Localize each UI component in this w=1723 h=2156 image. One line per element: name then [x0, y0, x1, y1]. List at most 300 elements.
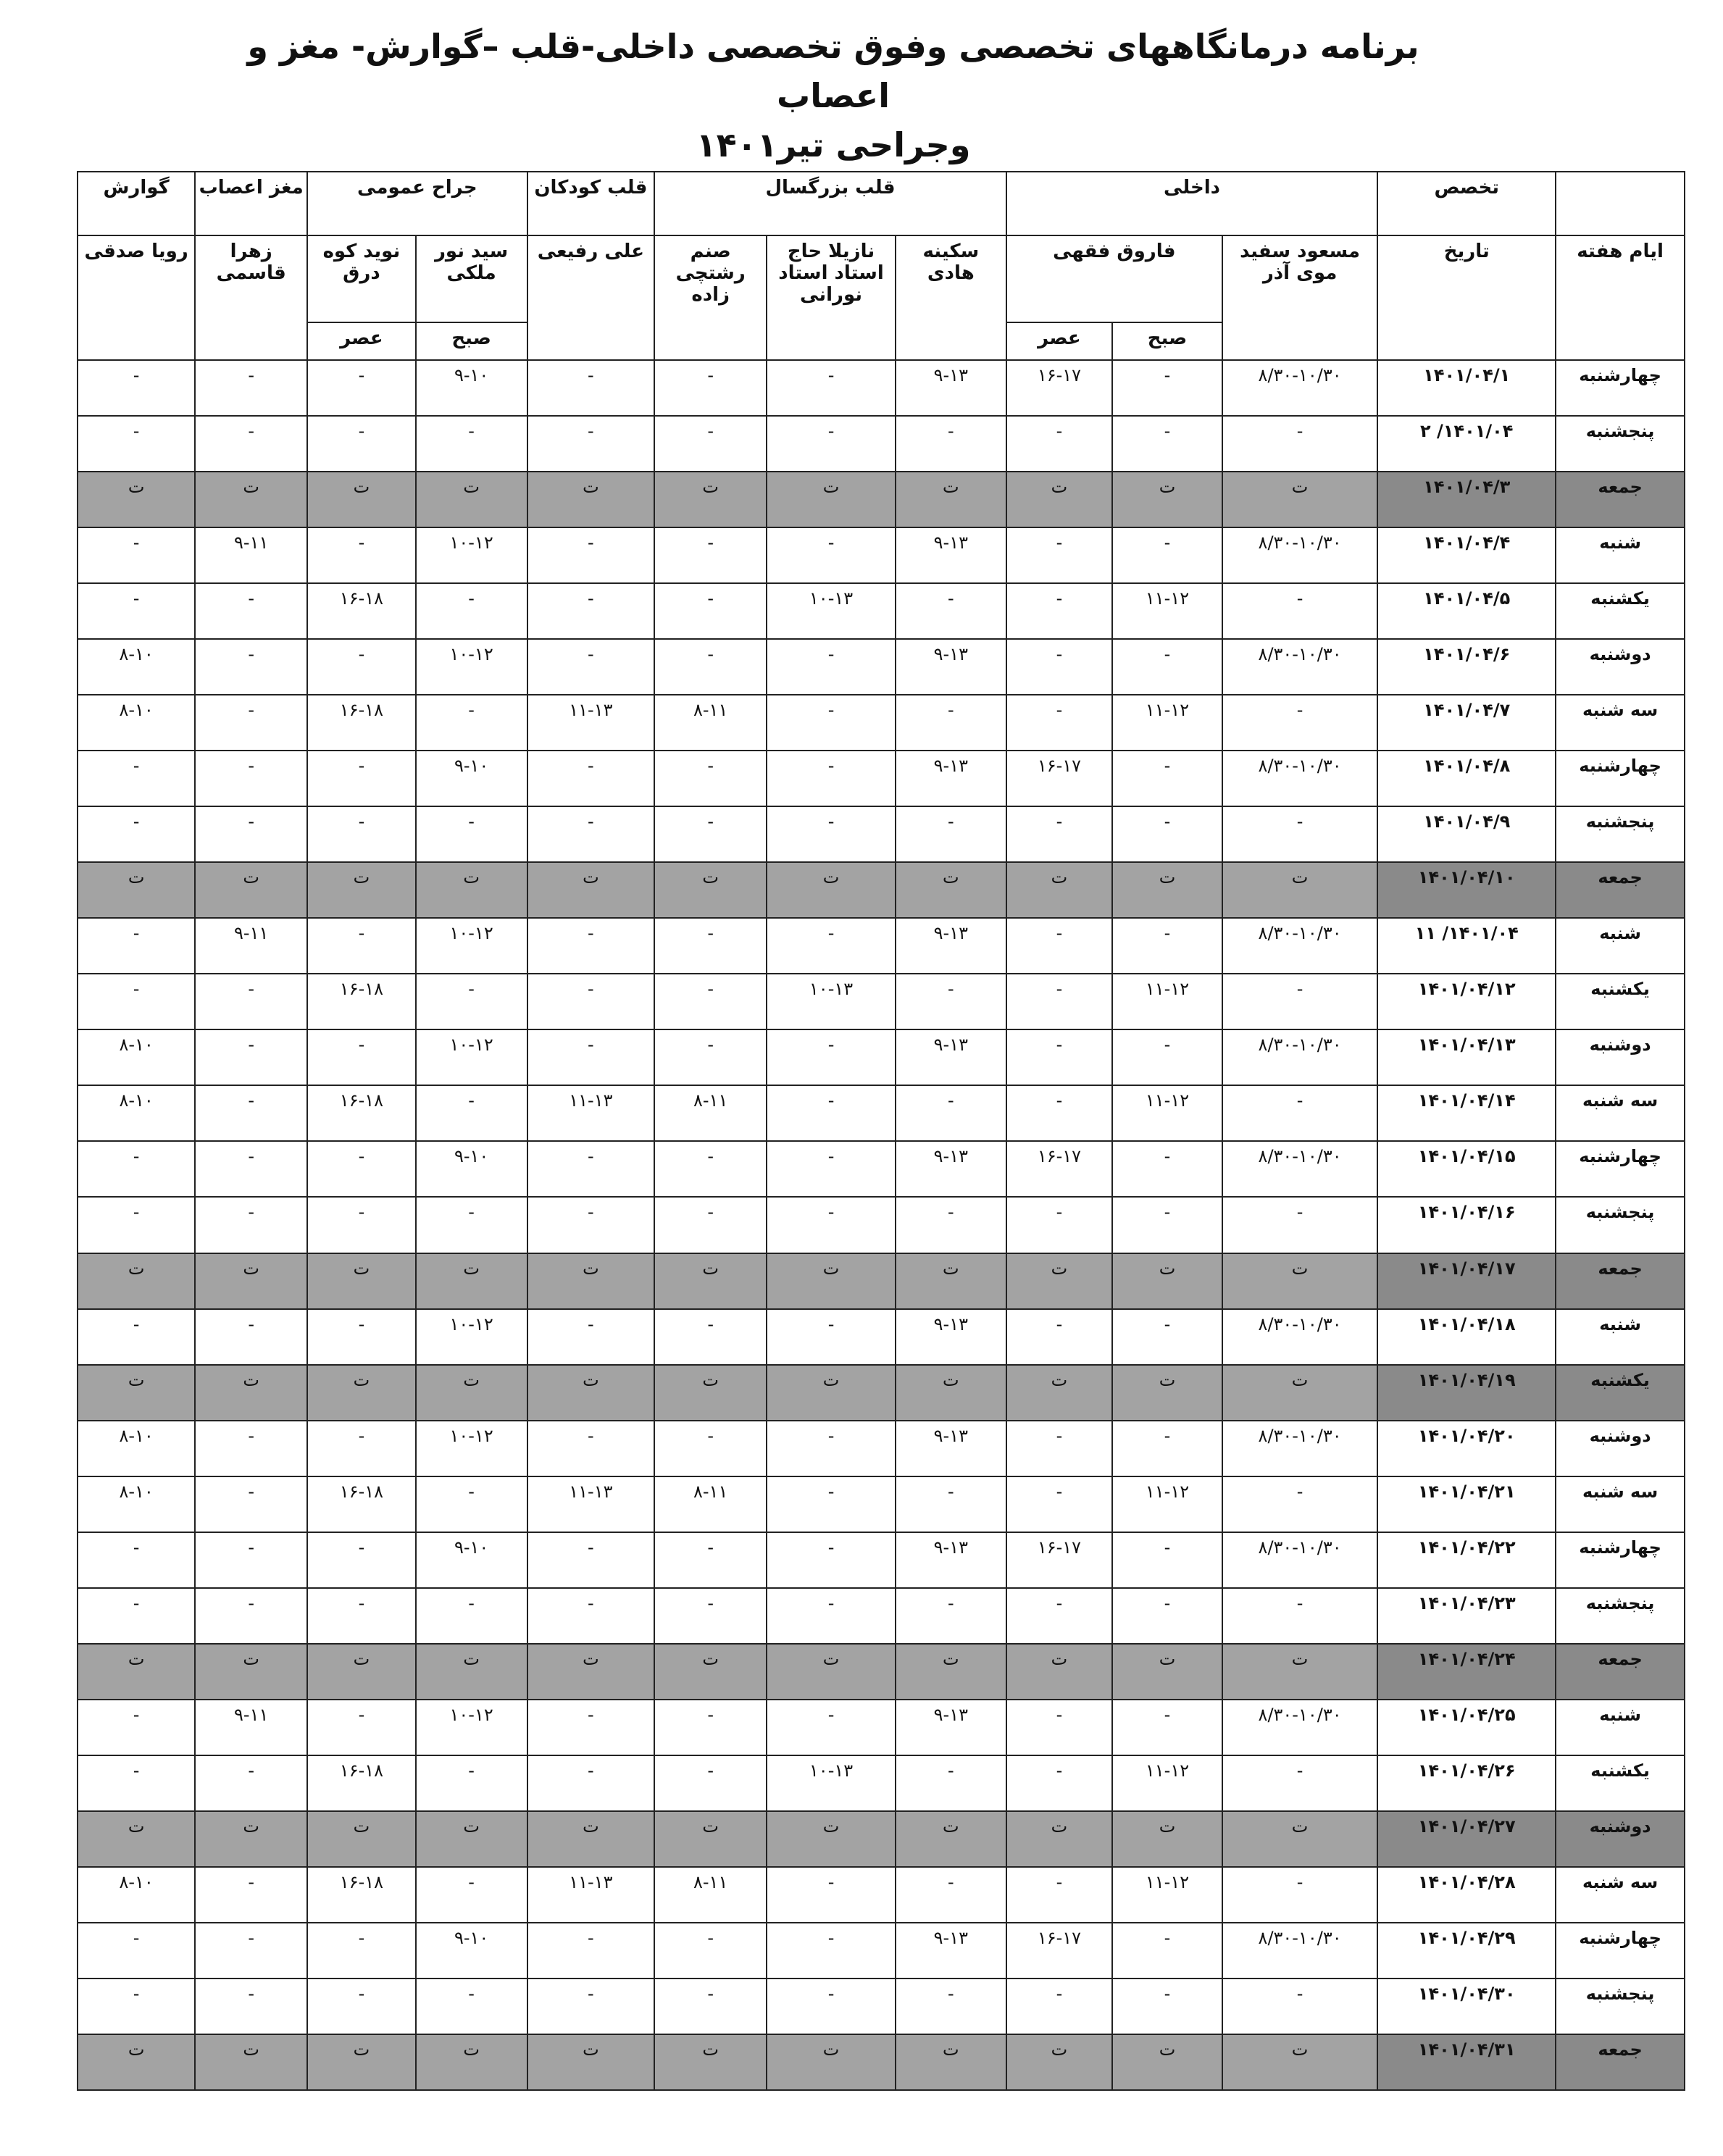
- slot-farough-morning: -: [1112, 360, 1222, 416]
- table-row: [78, 1923, 1685, 1979]
- slot-roya: -: [78, 751, 195, 806]
- slot-nazila: -: [767, 751, 896, 806]
- slot-sakineh: ۹-۱۳: [896, 918, 1006, 974]
- slot-roya: ۸-۱۰: [78, 1029, 195, 1085]
- slot-sanam: ۸-۱۱: [654, 1085, 767, 1141]
- date-cell: ۱۴۰۱/۰۴/۸: [1377, 751, 1556, 806]
- slot-masoud: ت: [1222, 1644, 1377, 1700]
- slot-zahra: ت: [195, 472, 307, 527]
- slot-seyed: -: [416, 1867, 527, 1923]
- slot-seyed: ت: [416, 1253, 527, 1309]
- slot-sakineh: ۹-۱۳: [896, 527, 1006, 583]
- slot-navid: -: [307, 1979, 416, 2034]
- slot-sakineh: ۹-۱۳: [896, 1923, 1006, 1979]
- date-cell: ۱۴۰۱/۰۴/۵: [1377, 583, 1556, 639]
- slot-nazila: -: [767, 918, 896, 974]
- slot-farough-evening: ۱۶-۱۷: [1006, 1923, 1112, 1979]
- slot-masoud: ت: [1222, 472, 1377, 527]
- slot-masoud: -: [1222, 1755, 1377, 1811]
- slot-seyed: ۱۰-۱۲: [416, 1029, 527, 1085]
- slot-nazila: ت: [767, 862, 896, 918]
- slot-sakineh: ۹-۱۳: [896, 1141, 1006, 1197]
- date-cell: ۱۴۰۱/۰۴/۲۰: [1377, 1421, 1556, 1476]
- slot-zahra: -: [195, 1755, 307, 1811]
- slot-roya: ت: [78, 862, 195, 918]
- header-internal: داخلی: [1006, 172, 1378, 235]
- slot-farough-morning: ت: [1112, 2034, 1222, 2090]
- date-cell: ۱۴۰۱/۰۴/۱۲: [1377, 974, 1556, 1029]
- holiday-row: [78, 1253, 1685, 1309]
- holiday-row: [78, 862, 1685, 918]
- day-cell: سه شنبه: [1556, 1476, 1685, 1532]
- header-navid-evening: عصر: [307, 322, 416, 360]
- slot-seyed: -: [416, 974, 527, 1029]
- slot-ali: -: [527, 639, 655, 695]
- day-cell: چهارشنبه: [1556, 1532, 1685, 1588]
- slot-masoud: ۸/۳۰-۱۰/۳۰: [1222, 1923, 1377, 1979]
- slot-sakineh: -: [896, 695, 1006, 751]
- date-cell: ۱۴۰۱/۰۴/۲۲: [1377, 1532, 1556, 1588]
- slot-sakineh: -: [896, 1588, 1006, 1644]
- table-row: [78, 1421, 1685, 1476]
- slot-navid: -: [307, 751, 416, 806]
- slot-farough-morning: -: [1112, 639, 1222, 695]
- slot-ali: -: [527, 360, 655, 416]
- slot-farough-evening: ۱۶-۱۷: [1006, 1532, 1112, 1588]
- slot-ali: -: [527, 527, 655, 583]
- slot-farough-morning: ۱۱-۱۲: [1112, 1085, 1222, 1141]
- day-cell: چهارشنبه: [1556, 751, 1685, 806]
- slot-sakineh: ت: [896, 862, 1006, 918]
- slot-roya: ۸-۱۰: [78, 695, 195, 751]
- slot-nazila: ت: [767, 1365, 896, 1421]
- slot-zahra: -: [195, 1867, 307, 1923]
- slot-nazila: -: [767, 806, 896, 862]
- slot-sakineh: -: [896, 1085, 1006, 1141]
- slot-farough-evening: -: [1006, 583, 1112, 639]
- day-cell: جمعه: [1556, 2034, 1685, 2090]
- date-cell: ۱۴۰۱/۰۴/۳۱: [1377, 2034, 1556, 2090]
- slot-sakineh: -: [896, 583, 1006, 639]
- slot-zahra: -: [195, 974, 307, 1029]
- slot-roya: -: [78, 918, 195, 974]
- slot-ali: -: [527, 806, 655, 862]
- slot-ali: -: [527, 918, 655, 974]
- slot-farough-evening: -: [1006, 918, 1112, 974]
- slot-roya: -: [78, 1923, 195, 1979]
- day-cell: پنجشنبه: [1556, 1979, 1685, 2034]
- date-cell: ۱۴۰۱/۰۴/۱۷: [1377, 1253, 1556, 1309]
- slot-ali: -: [527, 1700, 655, 1755]
- slot-sanam: -: [654, 527, 767, 583]
- slot-zahra: -: [195, 695, 307, 751]
- schedule-body: [78, 360, 1685, 2090]
- slot-sakineh: ت: [896, 472, 1006, 527]
- slot-nazila: -: [767, 639, 896, 695]
- slot-roya: ت: [78, 1644, 195, 1700]
- date-cell: ۱۴۰۱/۰۴/ ۱۱: [1377, 918, 1556, 974]
- slot-zahra: ت: [195, 862, 307, 918]
- slot-seyed: ۹-۱۰: [416, 1532, 527, 1588]
- slot-seyed: ۱۰-۱۲: [416, 1309, 527, 1365]
- slot-navid: -: [307, 1923, 416, 1979]
- slot-sakineh: ۹-۱۳: [896, 1029, 1006, 1085]
- day-cell: جمعه: [1556, 862, 1685, 918]
- slot-sanam: -: [654, 1197, 767, 1253]
- slot-nazila: ت: [767, 2034, 896, 2090]
- slot-sanam: -: [654, 918, 767, 974]
- date-cell: ۱۴۰۱/۰۴/۱۸: [1377, 1309, 1556, 1365]
- slot-masoud: -: [1222, 583, 1377, 639]
- table-row: [78, 1532, 1685, 1588]
- slot-seyed: ۱۰-۱۲: [416, 527, 527, 583]
- slot-seyed: ت: [416, 472, 527, 527]
- slot-farough-evening: -: [1006, 1421, 1112, 1476]
- table-row: [78, 806, 1685, 862]
- slot-sanam: ت: [654, 1644, 767, 1700]
- slot-zahra: -: [195, 639, 307, 695]
- slot-masoud: ۸/۳۰-۱۰/۳۰: [1222, 639, 1377, 695]
- slot-roya: ۸-۱۰: [78, 1421, 195, 1476]
- slot-zahra: ت: [195, 2034, 307, 2090]
- title-line-1: برنامه درمانگاههای تخصصی وفوق تخصصی داخلی-قلب –گوارش- مغز و اعصاب: [247, 27, 1419, 115]
- slot-masoud: ۸/۳۰-۱۰/۳۰: [1222, 918, 1377, 974]
- slot-zahra: ۹-۱۱: [195, 1700, 307, 1755]
- table-row: [78, 416, 1685, 472]
- slot-seyed: ت: [416, 2034, 527, 2090]
- slot-ali: ۱۱-۱۳: [527, 1867, 655, 1923]
- slot-ali: -: [527, 1755, 655, 1811]
- slot-seyed: -: [416, 1979, 527, 2034]
- slot-zahra: -: [195, 1085, 307, 1141]
- table-row: [78, 751, 1685, 806]
- slot-navid: -: [307, 416, 416, 472]
- slot-roya: ت: [78, 1253, 195, 1309]
- slot-nazila: -: [767, 1421, 896, 1476]
- slot-seyed: ۹-۱۰: [416, 1141, 527, 1197]
- day-cell: پنجشنبه: [1556, 806, 1685, 862]
- slot-farough-evening: ۱۶-۱۷: [1006, 1141, 1112, 1197]
- slot-farough-morning: -: [1112, 751, 1222, 806]
- day-cell: پنجشنبه: [1556, 416, 1685, 472]
- slot-navid: ۱۶-۱۸: [307, 1476, 416, 1532]
- slot-navid: ت: [307, 1365, 416, 1421]
- slot-ali: -: [527, 1197, 655, 1253]
- slot-sakineh: ۹-۱۳: [896, 751, 1006, 806]
- slot-nazila: ت: [767, 1811, 896, 1867]
- date-cell: ۱۴۰۱/۰۴/۲۳: [1377, 1588, 1556, 1644]
- slot-zahra: -: [195, 806, 307, 862]
- table-row: [78, 1867, 1685, 1923]
- slot-seyed: -: [416, 1476, 527, 1532]
- slot-nazila: -: [767, 1197, 896, 1253]
- table-row: [78, 1755, 1685, 1811]
- slot-farough-evening: -: [1006, 1755, 1112, 1811]
- slot-masoud: ۸/۳۰-۱۰/۳۰: [1222, 1309, 1377, 1365]
- slot-masoud: -: [1222, 1867, 1377, 1923]
- slot-navid: -: [307, 1532, 416, 1588]
- date-cell: ۱۴۰۱/۰۴/۲۱: [1377, 1476, 1556, 1532]
- slot-ali: ت: [527, 862, 655, 918]
- slot-roya: ت: [78, 1811, 195, 1867]
- slot-sakineh: ۹-۱۳: [896, 639, 1006, 695]
- header-adult-heart: قلب بزرگسال: [654, 172, 1006, 235]
- date-cell: ۱۴۰۱/۰۴/۱۰: [1377, 862, 1556, 918]
- slot-farough-morning: ت: [1112, 862, 1222, 918]
- slot-masoud: ۸/۳۰-۱۰/۳۰: [1222, 1532, 1377, 1588]
- slot-navid: -: [307, 806, 416, 862]
- slot-farough-evening: -: [1006, 416, 1112, 472]
- slot-seyed: ۱۰-۱۲: [416, 1700, 527, 1755]
- slot-masoud: ۸/۳۰-۱۰/۳۰: [1222, 1141, 1377, 1197]
- header-farough-evening: عصر: [1006, 322, 1112, 360]
- slot-nazila: -: [767, 1979, 896, 2034]
- date-cell: ۱۴۰۱/۰۴/۲۶: [1377, 1755, 1556, 1811]
- slot-sakineh: -: [896, 1979, 1006, 2034]
- slot-zahra: -: [195, 1532, 307, 1588]
- slot-sanam: -: [654, 1141, 767, 1197]
- slot-sakineh: ت: [896, 1811, 1006, 1867]
- slot-farough-evening: ت: [1006, 862, 1112, 918]
- date-cell: ۱۴۰۱/۰۴/۱۶: [1377, 1197, 1556, 1253]
- slot-ali: -: [527, 1421, 655, 1476]
- slot-zahra: -: [195, 751, 307, 806]
- slot-ali: -: [527, 1309, 655, 1365]
- slot-masoud: ت: [1222, 1811, 1377, 1867]
- slot-roya: -: [78, 1979, 195, 2034]
- slot-nazila: ۱۰-۱۳: [767, 583, 896, 639]
- slot-seyed: ۹-۱۰: [416, 360, 527, 416]
- header-doctor-sakineh: سکینه هادی: [896, 235, 1006, 360]
- slot-masoud: -: [1222, 1085, 1377, 1141]
- slot-seyed: ۹-۱۰: [416, 1923, 527, 1979]
- slot-nazila: -: [767, 1532, 896, 1588]
- date-cell: ۱۴۰۱/۰۴/۳۰: [1377, 1979, 1556, 2034]
- slot-farough-evening: ۱۶-۱۷: [1006, 360, 1112, 416]
- slot-farough-morning: -: [1112, 1923, 1222, 1979]
- slot-farough-morning: -: [1112, 1309, 1222, 1365]
- slot-roya: ۸-۱۰: [78, 1476, 195, 1532]
- slot-navid: ت: [307, 472, 416, 527]
- slot-seyed: -: [416, 1755, 527, 1811]
- slot-sakineh: ت: [896, 1365, 1006, 1421]
- slot-masoud: ۸/۳۰-۱۰/۳۰: [1222, 1421, 1377, 1476]
- table-row: [78, 1141, 1685, 1197]
- slot-zahra: -: [195, 360, 307, 416]
- slot-roya: -: [78, 583, 195, 639]
- header-general-surgeon: جراح عمومی: [307, 172, 527, 235]
- table-row: [78, 1197, 1685, 1253]
- slot-farough-evening: ۱۶-۱۷: [1006, 751, 1112, 806]
- slot-sakineh: ت: [896, 1644, 1006, 1700]
- header-date: تاریخ: [1377, 235, 1556, 360]
- slot-seyed: ۱۰-۱۲: [416, 1421, 527, 1476]
- slot-zahra: -: [195, 416, 307, 472]
- slot-farough-morning: -: [1112, 1700, 1222, 1755]
- slot-ali: ت: [527, 1365, 655, 1421]
- slot-navid: -: [307, 1588, 416, 1644]
- slot-zahra: ت: [195, 1365, 307, 1421]
- slot-masoud: -: [1222, 1476, 1377, 1532]
- slot-farough-evening: -: [1006, 1029, 1112, 1085]
- slot-sanam: -: [654, 1979, 767, 2034]
- slot-nazila: -: [767, 1923, 896, 1979]
- slot-ali: -: [527, 1141, 655, 1197]
- slot-zahra: -: [195, 1029, 307, 1085]
- slot-navid: ت: [307, 1253, 416, 1309]
- day-cell: شنبه: [1556, 1700, 1685, 1755]
- slot-farough-morning: -: [1112, 1141, 1222, 1197]
- slot-nazila: -: [767, 416, 896, 472]
- title-line-2: وجراحی تیر۱۴۰۱: [696, 125, 971, 164]
- slot-farough-evening: -: [1006, 1979, 1112, 2034]
- slot-masoud: ت: [1222, 1253, 1377, 1309]
- slot-zahra: ت: [195, 1253, 307, 1309]
- slot-farough-morning: ۱۱-۱۲: [1112, 1867, 1222, 1923]
- slot-masoud: ۸/۳۰-۱۰/۳۰: [1222, 1029, 1377, 1085]
- slot-farough-morning: -: [1112, 1532, 1222, 1588]
- slot-sanam: -: [654, 1755, 767, 1811]
- slot-farough-morning: ت: [1112, 1253, 1222, 1309]
- slot-roya: ۸-۱۰: [78, 1085, 195, 1141]
- slot-farough-morning: -: [1112, 1197, 1222, 1253]
- slot-roya: ت: [78, 472, 195, 527]
- slot-nazila: -: [767, 1309, 896, 1365]
- slot-zahra: -: [195, 1923, 307, 1979]
- slot-sanam: -: [654, 1700, 767, 1755]
- slot-sakineh: ۹-۱۳: [896, 360, 1006, 416]
- slot-masoud: ۸/۳۰-۱۰/۳۰: [1222, 1700, 1377, 1755]
- slot-farough-evening: ت: [1006, 1365, 1112, 1421]
- slot-farough-evening: ت: [1006, 1253, 1112, 1309]
- slot-sakineh: -: [896, 1867, 1006, 1923]
- table-row: [78, 1085, 1685, 1141]
- slot-seyed: -: [416, 1085, 527, 1141]
- slot-ali: -: [527, 974, 655, 1029]
- slot-zahra: -: [195, 1421, 307, 1476]
- slot-ali: -: [527, 1588, 655, 1644]
- slot-masoud: ت: [1222, 2034, 1377, 2090]
- slot-navid: ۱۶-۱۸: [307, 1755, 416, 1811]
- slot-seyed: -: [416, 806, 527, 862]
- slot-zahra: ت: [195, 1811, 307, 1867]
- slot-sanam: -: [654, 639, 767, 695]
- slot-sakineh: -: [896, 806, 1006, 862]
- slot-ali: -: [527, 1979, 655, 2034]
- slot-navid: -: [307, 1700, 416, 1755]
- date-cell: ۱۴۰۱/۰۴/۷: [1377, 695, 1556, 751]
- slot-navid: -: [307, 639, 416, 695]
- table-row: [78, 360, 1685, 416]
- slot-sanam: ۸-۱۱: [654, 1867, 767, 1923]
- header-doctor-nazila: نازیلا حاج استاد استاد نورانی: [767, 235, 896, 360]
- table-row: [78, 1588, 1685, 1644]
- table-row: [78, 695, 1685, 751]
- slot-farough-morning: -: [1112, 527, 1222, 583]
- slot-nazila: ۱۰-۱۳: [767, 974, 896, 1029]
- table-row: [78, 1700, 1685, 1755]
- slot-farough-morning: ۱۱-۱۲: [1112, 1476, 1222, 1532]
- slot-sakineh: ت: [896, 1253, 1006, 1309]
- slot-roya: -: [78, 1532, 195, 1588]
- slot-navid: -: [307, 527, 416, 583]
- slot-sakineh: ۹-۱۳: [896, 1309, 1006, 1365]
- slot-farough-morning: ت: [1112, 472, 1222, 527]
- slot-masoud: -: [1222, 1588, 1377, 1644]
- slot-seyed: ۱۰-۱۲: [416, 918, 527, 974]
- slot-masoud: -: [1222, 1979, 1377, 2034]
- header-gastro: گوارش: [78, 172, 195, 235]
- slot-nazila: ت: [767, 1644, 896, 1700]
- date-cell: ۱۴۰۱/۰۴/۴: [1377, 527, 1556, 583]
- day-cell: شنبه: [1556, 527, 1685, 583]
- slot-farough-evening: ت: [1006, 472, 1112, 527]
- slot-farough-morning: -: [1112, 1979, 1222, 2034]
- day-cell: چهارشنبه: [1556, 1141, 1685, 1197]
- schedule-table: [77, 171, 1685, 2091]
- slot-zahra: -: [195, 1476, 307, 1532]
- slot-zahra: -: [195, 1588, 307, 1644]
- date-cell: ۱۴۰۱/۰۴/۲۸: [1377, 1867, 1556, 1923]
- date-cell: ۱۴۰۱/۰۴/۱: [1377, 360, 1556, 416]
- slot-masoud: ۸/۳۰-۱۰/۳۰: [1222, 751, 1377, 806]
- slot-ali: -: [527, 751, 655, 806]
- slot-ali: ت: [527, 1253, 655, 1309]
- slot-sanam: -: [654, 1029, 767, 1085]
- slot-seyed: -: [416, 583, 527, 639]
- slot-farough-morning: ۱۱-۱۲: [1112, 974, 1222, 1029]
- slot-farough-morning: -: [1112, 918, 1222, 974]
- holiday-row: [78, 472, 1685, 527]
- slot-sakineh: ۹-۱۳: [896, 1532, 1006, 1588]
- slot-roya: ت: [78, 1365, 195, 1421]
- slot-farough-morning: -: [1112, 806, 1222, 862]
- date-cell: ۱۴۰۱/۰۴/۲۷: [1377, 1811, 1556, 1867]
- slot-roya: -: [78, 1700, 195, 1755]
- header-seyed-morning: صبح: [416, 322, 527, 360]
- date-cell: ۱۴۰۱/۰۴/۶: [1377, 639, 1556, 695]
- slot-zahra: ۹-۱۱: [195, 918, 307, 974]
- slot-sanam: -: [654, 1532, 767, 1588]
- slot-ali: ۱۱-۱۳: [527, 695, 655, 751]
- header-days: ایام هفته: [1556, 235, 1685, 360]
- date-cell: ۱۴۰۱/۰۴/۹: [1377, 806, 1556, 862]
- date-cell: ۱۴۰۱/۰۴/۱۳: [1377, 1029, 1556, 1085]
- slot-navid: ۱۶-۱۸: [307, 695, 416, 751]
- slot-roya: -: [78, 1141, 195, 1197]
- slot-sakineh: ۹-۱۳: [896, 1700, 1006, 1755]
- slot-ali: -: [527, 1532, 655, 1588]
- day-cell: دوشنبه: [1556, 1029, 1685, 1085]
- slot-roya: ۸-۱۰: [78, 639, 195, 695]
- header-doctor-sanam: صنم رشتچی زاده: [654, 235, 767, 360]
- day-cell: جمعه: [1556, 1253, 1685, 1309]
- header-doctor-masoud: مسعود سفید موی آذر: [1222, 235, 1377, 360]
- slot-sanam: -: [654, 583, 767, 639]
- header-corner: [1556, 172, 1685, 235]
- slot-farough-evening: -: [1006, 806, 1112, 862]
- slot-sanam: -: [654, 360, 767, 416]
- slot-farough-evening: -: [1006, 639, 1112, 695]
- slot-farough-evening: -: [1006, 527, 1112, 583]
- slot-farough-evening: -: [1006, 1588, 1112, 1644]
- slot-nazila: -: [767, 527, 896, 583]
- header-doctor-ali: علی رفیعی: [527, 235, 655, 360]
- day-cell: شنبه: [1556, 1309, 1685, 1365]
- slot-farough-evening: ت: [1006, 1811, 1112, 1867]
- slot-ali: ت: [527, 472, 655, 527]
- slot-sakineh: -: [896, 1755, 1006, 1811]
